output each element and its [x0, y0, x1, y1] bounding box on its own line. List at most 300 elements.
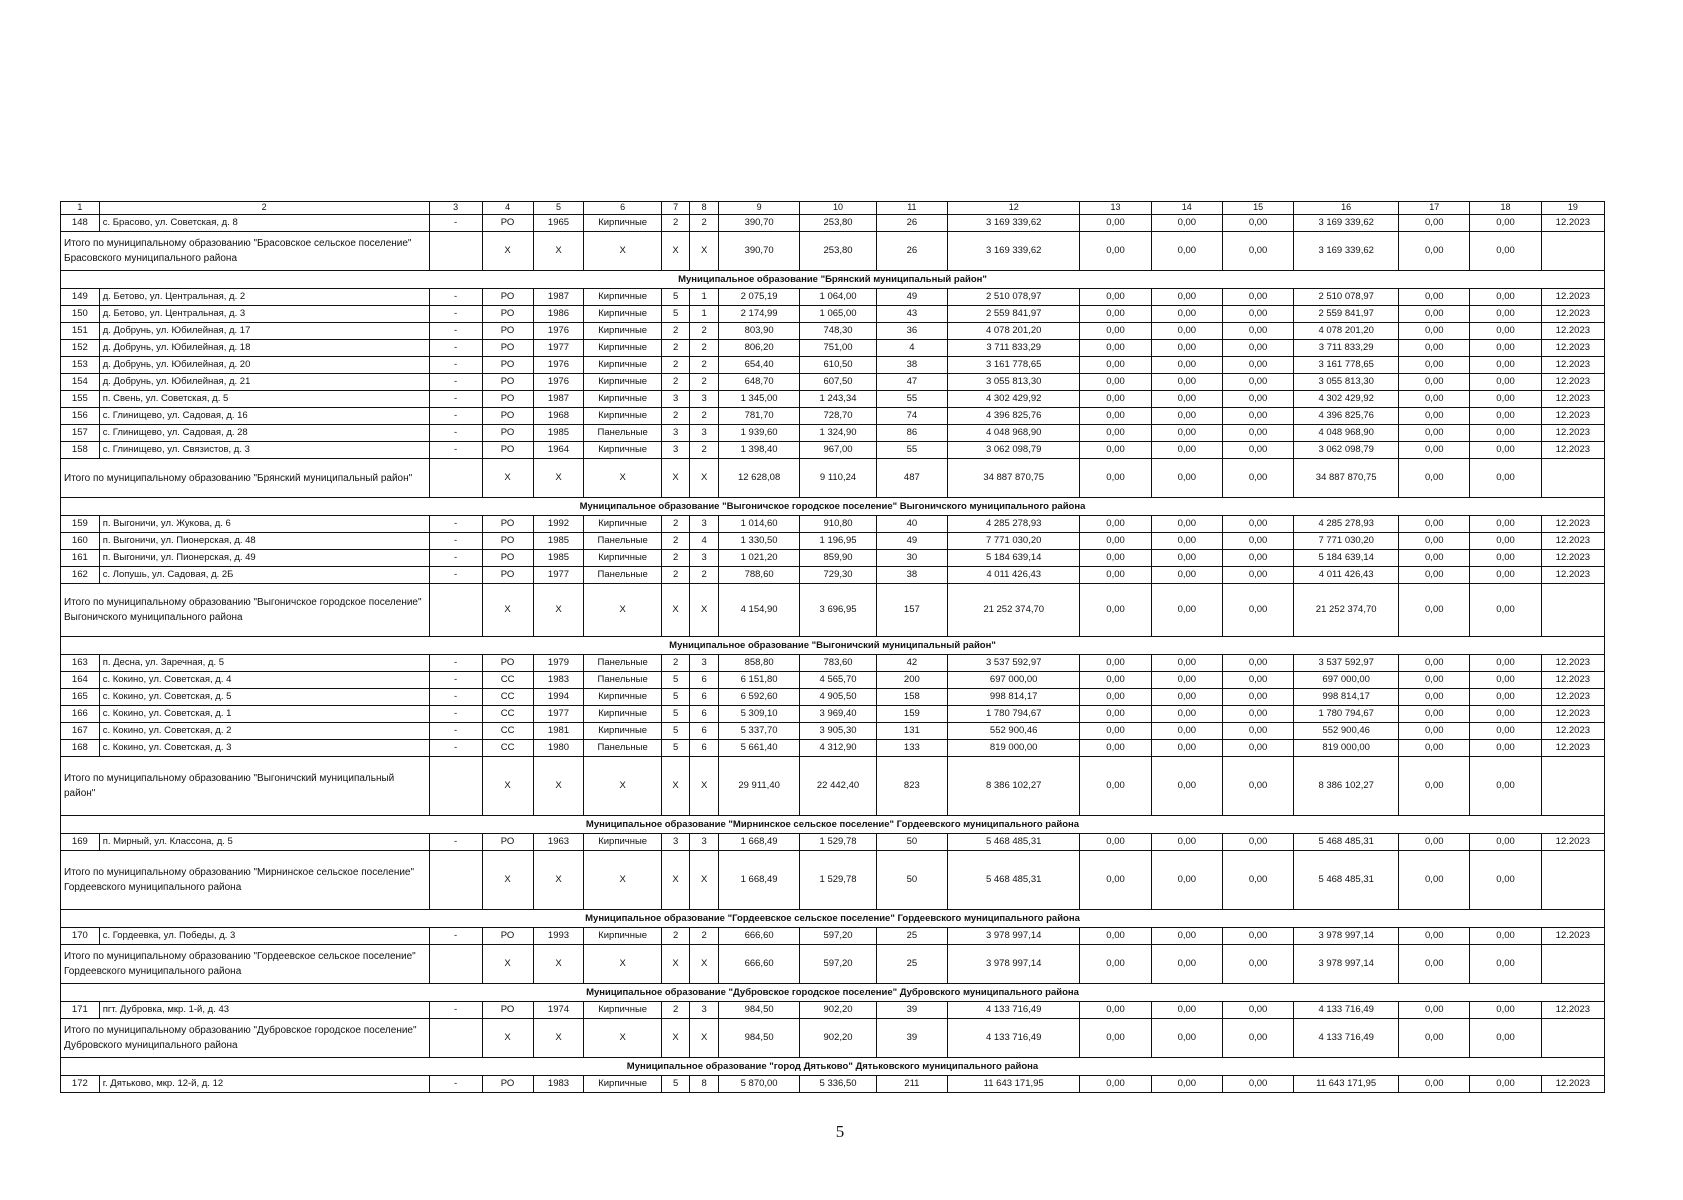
table-cell: 42: [876, 655, 947, 672]
table-cell: 6: [690, 706, 719, 723]
section-header-row: [61, 984, 1605, 1002]
table-row: [61, 323, 1605, 340]
table-cell: 211: [876, 1076, 947, 1093]
subtotal-cell: Х: [533, 851, 584, 910]
table-cell: 3 978 997,14: [948, 928, 1080, 945]
section-header-row: [61, 816, 1605, 834]
table-cell: Панельные: [584, 740, 661, 757]
table-cell: Кирпичные: [584, 215, 661, 232]
table-cell: 1 398,40: [718, 442, 799, 459]
table-cell: 12.2023: [1541, 655, 1604, 672]
table-cell: 253,80: [800, 215, 876, 232]
subtotal-cell: 0,00: [1151, 851, 1222, 910]
empty-cell: [1541, 232, 1604, 271]
table-cell: 0,00: [1399, 1002, 1470, 1019]
table-cell: 2: [661, 374, 690, 391]
table-cell: п. Мирный, ул. Классона, д. 5: [99, 834, 429, 851]
table-cell: -: [429, 516, 482, 533]
table-cell: 12.2023: [1541, 408, 1604, 425]
table-cell: 3 711 833,29: [1294, 340, 1399, 357]
table-cell: 1 014,60: [718, 516, 799, 533]
table-cell: 0,00: [1470, 357, 1541, 374]
table-cell: 12.2023: [1541, 706, 1604, 723]
table-cell: 12.2023: [1541, 306, 1604, 323]
table-cell: 2 559 841,97: [948, 306, 1080, 323]
table-cell: 819 000,00: [948, 740, 1080, 757]
table-cell: 4 565,70: [800, 672, 876, 689]
subtotal-cell: 0,00: [1151, 1019, 1222, 1058]
table-cell: 153: [61, 357, 100, 374]
table-cell: 55: [876, 391, 947, 408]
table-cell: 0,00: [1222, 672, 1293, 689]
table-cell: 5: [661, 740, 690, 757]
table-cell: 0,00: [1151, 567, 1222, 584]
table-cell: 0,00: [1470, 740, 1541, 757]
table-cell: 6 151,80: [718, 672, 799, 689]
table-cell: 0,00: [1222, 340, 1293, 357]
table-cell: -: [429, 289, 482, 306]
table-cell: -: [429, 374, 482, 391]
section-header-row: [61, 271, 1605, 289]
table-cell: 0,00: [1151, 340, 1222, 357]
table-cell: 6 592,60: [718, 689, 799, 706]
table-cell: 1: [690, 306, 719, 323]
table-cell: 0,00: [1222, 357, 1293, 374]
subtotal-cell: Х: [690, 459, 719, 498]
table-cell: 0,00: [1080, 533, 1151, 550]
table-cell: 0,00: [1399, 567, 1470, 584]
table-cell: Кирпичные: [584, 723, 661, 740]
table-cell: Кирпичные: [584, 323, 661, 340]
table-row: [61, 567, 1605, 584]
table-cell: д. Бетово, ул. Центральная, д. 3: [99, 306, 429, 323]
table-row: [61, 723, 1605, 740]
column-header: 3: [429, 202, 482, 215]
table-cell: 12.2023: [1541, 1076, 1604, 1093]
table-cell: 12.2023: [1541, 533, 1604, 550]
subtotal-cell: 0,00: [1222, 459, 1293, 498]
table-cell: 1977: [533, 340, 584, 357]
subtotal-cell: 0,00: [1399, 584, 1470, 637]
table-cell: 158: [876, 689, 947, 706]
subtotal-cell: Х: [690, 584, 719, 637]
table-cell: 3 062 098,79: [948, 442, 1080, 459]
subtotal-cell: 0,00: [1222, 757, 1293, 816]
table-cell: 0,00: [1470, 215, 1541, 232]
table-cell: -: [429, 425, 482, 442]
table-cell: 4 285 278,93: [948, 516, 1080, 533]
table-cell: РО: [482, 928, 533, 945]
table-cell: 5: [661, 689, 690, 706]
table-cell: с. Глинищево, ул. Садовая, д. 28: [99, 425, 429, 442]
table-cell: 155: [61, 391, 100, 408]
table-cell: 149: [61, 289, 100, 306]
table-cell: 0,00: [1080, 442, 1151, 459]
section-header-row: [61, 1058, 1605, 1076]
table-cell: -: [429, 442, 482, 459]
subtotal-cell: 0,00: [1470, 851, 1541, 910]
table-cell: 3 537 592,97: [1294, 655, 1399, 672]
table-cell: 0,00: [1470, 289, 1541, 306]
subtotal-cell: 902,20: [800, 1019, 876, 1058]
table-cell: с. Кокино, ул. Советская, д. 1: [99, 706, 429, 723]
table-cell: 2: [661, 533, 690, 550]
housing-register-table: [60, 201, 1605, 1093]
subtotal-cell: 25: [876, 945, 947, 984]
empty-cell: [1541, 459, 1604, 498]
table-cell: 1983: [533, 672, 584, 689]
subtotal-cell: 0,00: [1151, 232, 1222, 271]
table-cell: -: [429, 706, 482, 723]
subtotal-cell: 4 133 716,49: [948, 1019, 1080, 1058]
section-title: Муниципальное образование "Выгоничское городское поселение" Выгоничского муниципального района: [61, 498, 1605, 516]
table-cell: 0,00: [1080, 834, 1151, 851]
table-cell: 0,00: [1399, 689, 1470, 706]
table-cell: 168: [61, 740, 100, 757]
table-cell: 5 336,50: [800, 1076, 876, 1093]
table-cell: 11 643 171,95: [1294, 1076, 1399, 1093]
table-cell: 0,00: [1470, 408, 1541, 425]
table-cell: 0,00: [1399, 442, 1470, 459]
table-cell: -: [429, 306, 482, 323]
table-cell: 0,00: [1470, 442, 1541, 459]
table-cell: 0,00: [1151, 550, 1222, 567]
table-cell: 160: [61, 533, 100, 550]
table-row: [61, 357, 1605, 374]
table-cell: 159: [876, 706, 947, 723]
table-cell: 0,00: [1470, 323, 1541, 340]
table-cell: 0,00: [1399, 655, 1470, 672]
table-cell: -: [429, 408, 482, 425]
subtotal-cell: 39: [876, 1019, 947, 1058]
table-cell: 0,00: [1399, 516, 1470, 533]
table-cell: 2: [690, 323, 719, 340]
subtotal-cell: Х: [533, 232, 584, 271]
subtotal-cell: 9 110,24: [800, 459, 876, 498]
table-cell: с. Кокино, ул. Советская, д. 5: [99, 689, 429, 706]
table-cell: 1985: [533, 550, 584, 567]
table-cell: 11 643 171,95: [948, 1076, 1080, 1093]
table-cell: 0,00: [1151, 672, 1222, 689]
table-cell: 159: [61, 516, 100, 533]
subtotal-cell: 21 252 374,70: [1294, 584, 1399, 637]
table-cell: 4 048 968,90: [948, 425, 1080, 442]
table-cell: 5 337,70: [718, 723, 799, 740]
table-cell: с. Глинищево, ул. Садовая, д. 16: [99, 408, 429, 425]
table-cell: 5: [661, 706, 690, 723]
table-cell: 1 345,00: [718, 391, 799, 408]
table-cell: 157: [61, 425, 100, 442]
table-cell: Панельные: [584, 672, 661, 689]
table-cell: 0,00: [1151, 533, 1222, 550]
table-cell: 4 396 825,76: [948, 408, 1080, 425]
table-cell: 0,00: [1470, 306, 1541, 323]
subtotal-cell: 390,70: [718, 232, 799, 271]
table-cell: 55: [876, 442, 947, 459]
table-cell: 1964: [533, 442, 584, 459]
table-cell: 1985: [533, 533, 584, 550]
table-cell: -: [429, 672, 482, 689]
table-cell: 0,00: [1470, 550, 1541, 567]
table-row: [61, 689, 1605, 706]
table-cell: -: [429, 567, 482, 584]
table-cell: 3: [690, 1002, 719, 1019]
table-cell: 803,90: [718, 323, 799, 340]
table-cell: 0,00: [1151, 357, 1222, 374]
table-cell: 12.2023: [1541, 374, 1604, 391]
table-cell: РО: [482, 374, 533, 391]
table-cell: 1 065,00: [800, 306, 876, 323]
table-cell: Кирпичные: [584, 1002, 661, 1019]
table-cell: д. Добрунь, ул. Юбилейная, д. 21: [99, 374, 429, 391]
subtotal-cell: Х: [661, 584, 690, 637]
table-cell: с. Кокино, ул. Советская, д. 2: [99, 723, 429, 740]
table-cell: 4 285 278,93: [1294, 516, 1399, 533]
subtotal-cell: Х: [533, 945, 584, 984]
table-cell: -: [429, 340, 482, 357]
subtotal-label: Итого по муниципальному образованию "Мирнинское сельское поселение" Гордеевского муниципального района: [61, 851, 430, 910]
table-cell: 1 064,00: [800, 289, 876, 306]
table-cell: Кирпичные: [584, 408, 661, 425]
table-cell: РО: [482, 834, 533, 851]
table-cell: 1976: [533, 357, 584, 374]
table-cell: 1 780 794,67: [1294, 706, 1399, 723]
subtotal-cell: Х: [690, 945, 719, 984]
table-cell: 3: [661, 834, 690, 851]
page-number: 5: [835, 1122, 845, 1141]
subtotal-cell: Х: [584, 459, 661, 498]
subtotal-cell: Х: [482, 1019, 533, 1058]
table-cell: 0,00: [1470, 1076, 1541, 1093]
empty-cell: [429, 459, 482, 498]
table-cell: Панельные: [584, 567, 661, 584]
table-cell: 697 000,00: [948, 672, 1080, 689]
subtotal-cell: 0,00: [1470, 232, 1541, 271]
table-cell: 12.2023: [1541, 834, 1604, 851]
table-cell: 806,20: [718, 340, 799, 357]
table-cell: 1963: [533, 834, 584, 851]
subtotal-cell: 4 154,90: [718, 584, 799, 637]
table-cell: -: [429, 533, 482, 550]
subtotal-cell: 0,00: [1080, 1019, 1151, 1058]
column-header: 15: [1222, 202, 1293, 215]
table-cell: 607,50: [800, 374, 876, 391]
table-cell: 0,00: [1222, 1002, 1293, 1019]
table-cell: 47: [876, 374, 947, 391]
table-cell: Кирпичные: [584, 706, 661, 723]
table-cell: 390,70: [718, 215, 799, 232]
table-cell: Панельные: [584, 425, 661, 442]
table-cell: 12.2023: [1541, 928, 1604, 945]
table-cell: 12.2023: [1541, 391, 1604, 408]
table-cell: 0,00: [1080, 928, 1151, 945]
table-cell: 12.2023: [1541, 723, 1604, 740]
table-cell: с. Кокино, ул. Советская, д. 3: [99, 740, 429, 757]
table-cell: -: [429, 1002, 482, 1019]
table-cell: РО: [482, 550, 533, 567]
subtotal-cell: 1 529,78: [800, 851, 876, 910]
column-header: 17: [1399, 202, 1470, 215]
subtotal-cell: 984,50: [718, 1019, 799, 1058]
table-cell: г. Дятьково, мкр. 12-й, д. 12: [99, 1076, 429, 1093]
table-cell: п. Свень, ул. Советская, д. 5: [99, 391, 429, 408]
empty-cell: [1541, 945, 1604, 984]
table-cell: 6: [690, 689, 719, 706]
table-row: [61, 442, 1605, 459]
table-cell: 2: [661, 928, 690, 945]
table-cell: 12.2023: [1541, 689, 1604, 706]
table-cell: 1994: [533, 689, 584, 706]
table-cell: 1965: [533, 215, 584, 232]
subtotal-cell: 3 978 997,14: [948, 945, 1080, 984]
subtotal-cell: 3 696,95: [800, 584, 876, 637]
table-cell: -: [429, 723, 482, 740]
table-cell: 781,70: [718, 408, 799, 425]
table-body: [61, 202, 1605, 1093]
table-cell: с. Кокино, ул. Советская, д. 4: [99, 672, 429, 689]
table-cell: 1 243,34: [800, 391, 876, 408]
table-cell: РО: [482, 516, 533, 533]
table-cell: 25: [876, 928, 947, 945]
table-cell: 2: [661, 323, 690, 340]
subtotal-cell: Х: [533, 459, 584, 498]
table-cell: -: [429, 357, 482, 374]
subtotal-cell: 597,20: [800, 945, 876, 984]
table-cell: 0,00: [1151, 374, 1222, 391]
table-cell: 1986: [533, 306, 584, 323]
subtotal-cell: 0,00: [1080, 459, 1151, 498]
column-header: 19: [1541, 202, 1604, 215]
table-cell: 0,00: [1151, 740, 1222, 757]
table-cell: 0,00: [1399, 672, 1470, 689]
table-cell: 2: [661, 1002, 690, 1019]
table-cell: РО: [482, 567, 533, 584]
subtotal-row: [61, 584, 1605, 637]
column-header: 11: [876, 202, 947, 215]
subtotal-cell: 26: [876, 232, 947, 271]
table-cell: 0,00: [1470, 340, 1541, 357]
table-cell: Кирпичные: [584, 834, 661, 851]
table-row: [61, 306, 1605, 323]
table-cell: Кирпичные: [584, 689, 661, 706]
table-cell: 0,00: [1399, 928, 1470, 945]
table-cell: 0,00: [1470, 374, 1541, 391]
table-cell: 167: [61, 723, 100, 740]
table-cell: 648,70: [718, 374, 799, 391]
subtotal-cell: 0,00: [1080, 945, 1151, 984]
subtotal-cell: Х: [690, 757, 719, 816]
table-cell: 161: [61, 550, 100, 567]
subtotal-label: Итого по муниципальному образованию "Выгоничский муниципальный район": [61, 757, 430, 816]
table-cell: 2: [661, 516, 690, 533]
table-cell: 0,00: [1399, 374, 1470, 391]
table-cell: 0,00: [1222, 215, 1293, 232]
table-cell: Кирпичные: [584, 516, 661, 533]
table-cell: 6: [690, 723, 719, 740]
table-cell: 0,00: [1222, 533, 1293, 550]
table-cell: пгт. Дубровка, мкр. 1-й, д. 43: [99, 1002, 429, 1019]
table-cell: 5: [661, 1076, 690, 1093]
table-cell: 0,00: [1470, 533, 1541, 550]
table-cell: п. Десна, ул. Заречная, д. 5: [99, 655, 429, 672]
empty-cell: [429, 584, 482, 637]
table-cell: 5: [661, 672, 690, 689]
empty-cell: [1541, 851, 1604, 910]
table-cell: 0,00: [1399, 834, 1470, 851]
table-cell: 0,00: [1151, 306, 1222, 323]
table-cell: п. Выгоничи, ул. Жукова, д. 6: [99, 516, 429, 533]
table-cell: 12.2023: [1541, 672, 1604, 689]
table-cell: 169: [61, 834, 100, 851]
subtotal-cell: Х: [584, 757, 661, 816]
table-cell: 170: [61, 928, 100, 945]
table-cell: -: [429, 740, 482, 757]
table-cell: 12.2023: [1541, 323, 1604, 340]
table-cell: 910,80: [800, 516, 876, 533]
table-cell: 610,50: [800, 357, 876, 374]
subtotal-cell: Х: [482, 945, 533, 984]
table-cell: 2: [690, 340, 719, 357]
table-cell: -: [429, 215, 482, 232]
table-cell: 1: [690, 289, 719, 306]
subtotal-cell: 0,00: [1222, 945, 1293, 984]
subtotal-cell: 0,00: [1080, 584, 1151, 637]
subtotal-cell: 0,00: [1470, 757, 1541, 816]
table-cell: РО: [482, 289, 533, 306]
table-cell: 4: [876, 340, 947, 357]
table-cell: 0,00: [1222, 289, 1293, 306]
table-cell: Кирпичные: [584, 550, 661, 567]
table-cell: -: [429, 323, 482, 340]
subtotal-cell: 0,00: [1151, 584, 1222, 637]
table-cell: 4 302 429,92: [1294, 391, 1399, 408]
table-cell: 0,00: [1151, 706, 1222, 723]
table-cell: с. Брасово, ул. Советская, д. 8: [99, 215, 429, 232]
table-cell: 5 184 639,14: [1294, 550, 1399, 567]
table-cell: -: [429, 689, 482, 706]
section-header-row: [61, 498, 1605, 516]
table-cell: 3 161 778,65: [1294, 357, 1399, 374]
table-cell: 1976: [533, 374, 584, 391]
subtotal-cell: 50: [876, 851, 947, 910]
table-cell: с. Гордеевка, ул. Победы, д. 3: [99, 928, 429, 945]
subtotal-cell: Х: [661, 459, 690, 498]
table-row: [61, 516, 1605, 533]
table-cell: 728,70: [800, 408, 876, 425]
table-cell: д. Добрунь, ул. Юбилейная, д. 18: [99, 340, 429, 357]
table-cell: 3: [690, 655, 719, 672]
table-cell: 2 510 078,97: [1294, 289, 1399, 306]
table-cell: 552 900,46: [1294, 723, 1399, 740]
subtotal-cell: 0,00: [1399, 1019, 1470, 1058]
subtotal-row: [61, 945, 1605, 984]
table-cell: 3: [661, 391, 690, 408]
table-cell: РО: [482, 1076, 533, 1093]
subtotal-cell: 5 468 485,31: [948, 851, 1080, 910]
column-header: 2: [99, 202, 429, 215]
table-cell: 0,00: [1222, 391, 1293, 408]
table-cell: 12.2023: [1541, 289, 1604, 306]
table-cell: 1977: [533, 706, 584, 723]
subtotal-cell: 34 887 870,75: [948, 459, 1080, 498]
table-cell: Кирпичные: [584, 340, 661, 357]
subtotal-cell: Х: [482, 757, 533, 816]
table-cell: 0,00: [1222, 550, 1293, 567]
table-cell: Кирпичные: [584, 442, 661, 459]
table-cell: 3: [690, 550, 719, 567]
table-cell: РО: [482, 391, 533, 408]
table-cell: 0,00: [1151, 408, 1222, 425]
